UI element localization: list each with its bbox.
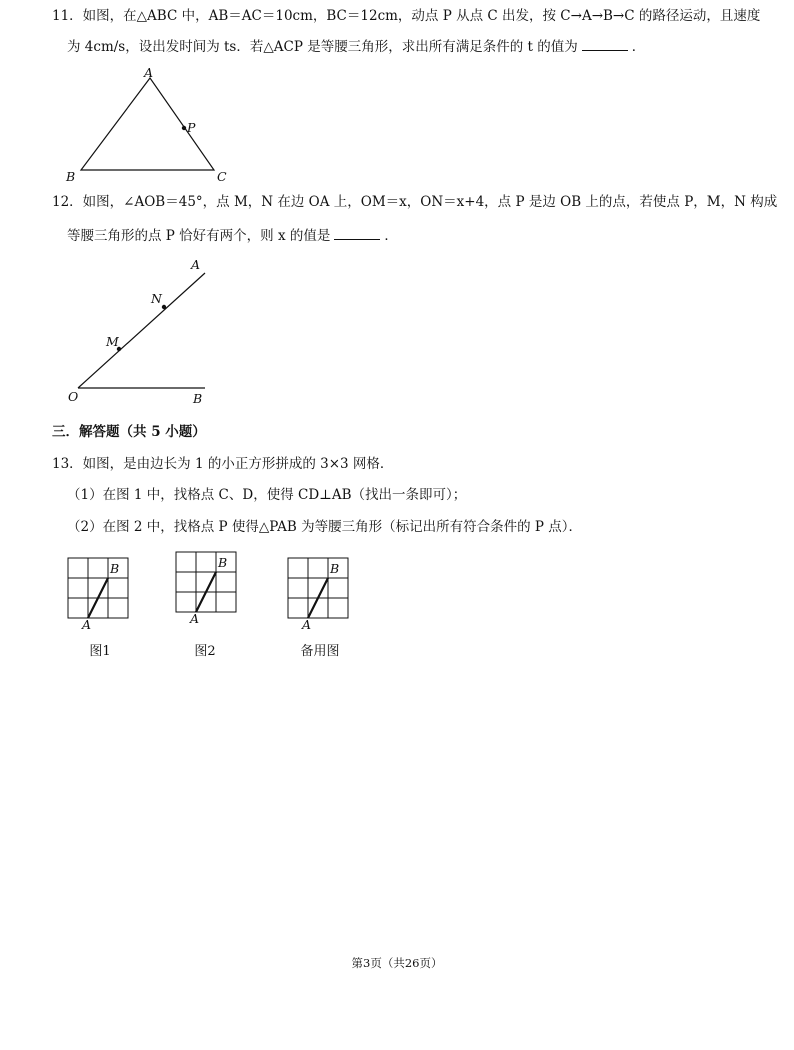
ray-oa (78, 273, 205, 388)
q12-angle-figure (60, 255, 260, 415)
q11-triangle-figure (60, 65, 260, 185)
q12-line1: 12．如图，∠AOB＝45°，点 M，N 在边 OA 上，OM＝x，ON＝x+4，点 P 是边 OB 上的点，若使点 P，M，N 构成 (52, 194, 778, 210)
q12-line2 (67, 227, 398, 245)
label-b: B (193, 391, 203, 406)
caption-figure-1: 图1 (89, 644, 111, 659)
caption-figure-2: 图2 (194, 644, 216, 659)
q12-line2-end: ． (384, 228, 398, 244)
label-b: B (110, 561, 120, 576)
q11-answer-blank[interactable] (582, 38, 628, 51)
label-m: M (106, 334, 119, 349)
point-p (182, 126, 186, 130)
point-n (162, 305, 166, 309)
label-b: B (330, 561, 340, 576)
q13-part2: （2）在图 2 中，找格点 P 使得△PAB 为等腰三角形（标记出所有符合条件的 P 点）． (67, 519, 583, 535)
q13-stem: 13．如图，是由边长为 1 的小正方形拼成的 3×3 网格． (52, 456, 394, 472)
label-b: B (66, 169, 76, 184)
label-a: A (191, 257, 201, 272)
label-c: C (217, 169, 227, 184)
label-a: A (82, 617, 92, 632)
label-o: O (68, 389, 79, 404)
q11-line1: 11．如图，在△ABC 中，AB＝AC＝10cm，BC＝12cm，动点 P 从点 C 出发，按 C→A→B→C 的路径运动，且速度 (52, 8, 761, 24)
grid-figure-2 (168, 544, 268, 634)
label-a: A (302, 617, 312, 632)
label-p: P (187, 120, 196, 135)
grid-figure-1 (60, 550, 160, 640)
q12-answer-blank[interactable] (334, 227, 380, 240)
q12-line2-text: 等腰三角形的点 P 恰好有两个，则 x 的值是 (67, 228, 331, 244)
label-n: N (151, 291, 162, 306)
caption-figure-3: 备用图 (300, 644, 340, 659)
label-a: A (190, 611, 200, 626)
q11-line2 (67, 38, 645, 56)
q11-line2-text: 为 4cm/s，设出发时间为 ts．若△ACP 是等腰三角形，求出所有满足条件的 t 的值为 (67, 39, 578, 55)
label-b: B (218, 555, 228, 570)
section-title: 三．解答题（共 5 小题） (52, 424, 206, 440)
q13-part1: （1）在图 1 中，找格点 C、D，使得 CD⊥AB（找出一条即可）； (67, 487, 467, 503)
grid-figure-3 (280, 550, 380, 640)
page-footer: 第3页（共26页） (351, 956, 443, 970)
label-a: A (144, 65, 154, 80)
q11-line2-end: ． (631, 39, 646, 55)
